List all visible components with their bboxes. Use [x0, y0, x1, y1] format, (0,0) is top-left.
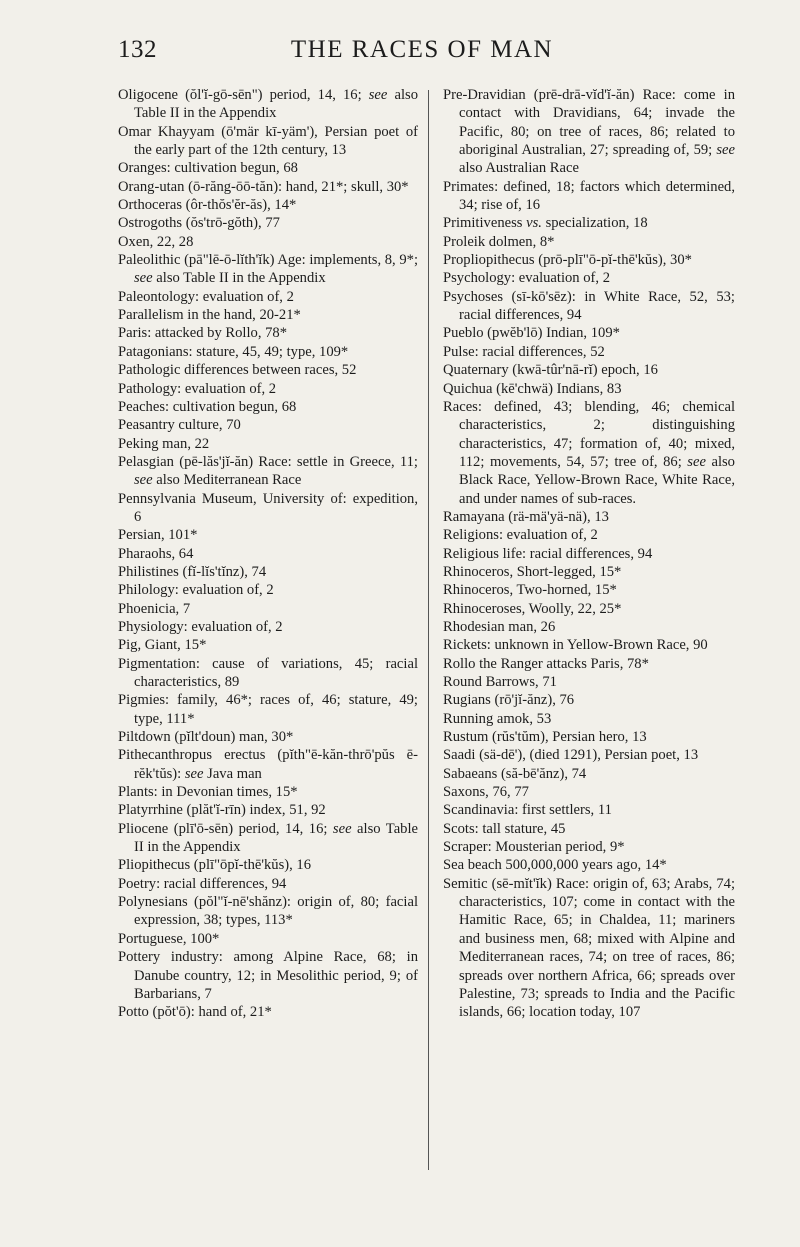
- index-entry-text: Pelasgian (pē-lăs'jĭ-ăn) Race: settle in Greece, 11;: [118, 453, 418, 470]
- index-entry: [118, 361, 418, 379]
- index-entry-text: Peaches: cultivation begun, 68: [118, 398, 297, 415]
- index-entry: [118, 655, 418, 692]
- index-entry: [443, 875, 735, 1022]
- index-entry-text: Rugians (rō'jĭ-ănz), 76: [443, 692, 575, 709]
- index-entry: [118, 563, 418, 581]
- index-entry: [118, 545, 418, 563]
- index-column-right: [443, 86, 735, 1022]
- index-entry-text: Philistines (fĭ-lĭs'tĭnz), 74: [118, 563, 267, 580]
- index-entry-italic: see: [368, 87, 388, 103]
- index-entry: [443, 361, 735, 379]
- index-entry-text: Portuguese, 100*: [118, 930, 220, 947]
- index-entry-text: Pennsylvania Museum, University of: expedition, 6: [118, 490, 418, 525]
- index-entry-text: Saxons, 76, 77: [443, 784, 529, 801]
- index-entry: [443, 343, 735, 361]
- index-entry-text: Races: defined, 43; blending, 46; chemical characteristics, 2; distinguishing characteristics, 47; formation of, 40; mixed, 112; movements, 54, 57; tree of, 86;: [443, 398, 735, 470]
- index-entry: [443, 508, 735, 526]
- index-entry-text: Pliopithecus (plī"ōpĭ-thē'kŭs), 16: [118, 857, 312, 874]
- index-entry: [118, 930, 418, 948]
- index-entry-text: Peking man, 22: [118, 435, 210, 452]
- index-entry: [118, 123, 418, 160]
- index-entry: [118, 380, 418, 398]
- index-entry: [118, 435, 418, 453]
- index-entry: [118, 783, 418, 801]
- index-entry-text: Paris: attacked by Rollo, 78*: [118, 325, 288, 342]
- index-entry: [118, 196, 418, 214]
- index-entry-text: Pathologic differences between races, 52: [118, 362, 357, 379]
- index-entry: [443, 581, 735, 599]
- index-entry: [443, 288, 735, 325]
- index-entry-text: Poetry: racial differences, 94: [118, 875, 287, 892]
- index-entry: [118, 251, 418, 288]
- index-entry: [118, 343, 418, 361]
- index-entry: [118, 636, 418, 654]
- index-entry: [118, 453, 418, 490]
- index-entry-text: specialization, 18: [541, 215, 648, 232]
- index-entry-text: Oxen, 22, 28: [118, 233, 194, 250]
- index-entry-text: Scandinavia: first settlers, 11: [443, 802, 612, 819]
- index-entry-text: Philology: evaluation of, 2: [118, 582, 274, 599]
- index-entry-text: Rickets: unknown in Yellow-Brown Race, 90: [443, 637, 708, 654]
- index-entry-text: Sea beach 500,000,000 years ago, 14*: [443, 857, 667, 874]
- index-entry-text: Pottery industry: among Alpine Race, 68; in Danube country, 12; in Mesolithic period, 9; of Barbarians, 7: [118, 949, 418, 1002]
- index-entry: [443, 251, 735, 269]
- index-entry-text: Saadi (sä-dē'), (died 1291), Persian poet, 13: [443, 747, 699, 764]
- index-column-left: [118, 86, 418, 1022]
- index-entry: [118, 159, 418, 177]
- index-entry-text: Paleolithic (pā"lē-ō-lĭth'ĭk) Age: implements, 8, 9*;: [118, 252, 418, 269]
- index-entry-text: Pliocene (plī'ō-sēn) period, 14, 16;: [118, 820, 333, 837]
- index-entry-text: Proleik dolmen, 8*: [443, 233, 555, 250]
- index-entry-text: Psychology: evaluation of, 2: [443, 270, 610, 287]
- index-entry: [443, 398, 735, 508]
- index-entry: [443, 856, 735, 874]
- index-entry: [443, 178, 735, 215]
- index-entry-text: also Mediterranean Race: [152, 472, 302, 489]
- index-entry: [118, 398, 418, 416]
- index-entry-text: also Table II in the Appendix: [134, 87, 418, 122]
- index-entry-text: Rustum (rŭs'tŭm), Persian hero, 13: [443, 729, 647, 746]
- index-entry-italic: see: [716, 142, 735, 159]
- index-entry-italic: see: [134, 270, 153, 287]
- index-entry-italic: see: [184, 765, 204, 782]
- index-entry: [443, 618, 735, 636]
- index-entry: [118, 600, 418, 618]
- index-entry-text: Physiology: evaluation of, 2: [118, 618, 283, 635]
- index-entry: [443, 655, 735, 673]
- index-entry-text: Paleontology: evaluation of, 2: [118, 288, 294, 305]
- index-entry: [443, 636, 735, 654]
- page-number: 132: [118, 36, 157, 63]
- index-entry-text: Rollo the Ranger attacks Paris, 78*: [443, 655, 649, 672]
- index-entry-text: Scraper: Mousterian period, 9*: [443, 839, 625, 856]
- index-entry-text: Phoenicia, 7: [118, 600, 191, 617]
- index-entry-text: Rhodesian man, 26: [443, 618, 556, 635]
- index-entry: [443, 563, 735, 581]
- index-entry-text: Polynesians (pŏl"ĭ-nē'shănz): origin of, 80; facial expression, 38; types, 113*: [118, 894, 418, 929]
- index-entry-text: also Black Race, Yellow-Brown Race, White Race, and under names of sub-races.: [459, 453, 735, 507]
- index-entry-text: Pithecanthropus erectus (pĭth"ē-kăn-thrō'pŭs ē-rĕk'tŭs):: [118, 747, 418, 782]
- index-entry-text: Pig, Giant, 15*: [118, 637, 207, 654]
- index-entry: [118, 233, 418, 251]
- index-entry-text: Psychoses (sī-kō'sēz): in White Race, 52, 53; racial differences, 94: [443, 288, 735, 324]
- index-entry: [118, 746, 418, 783]
- index-entry: [443, 380, 735, 398]
- index-entry-text: Persian, 101*: [118, 527, 198, 544]
- index-entry-text: Primates: defined, 18; factors which determined, 34; rise of, 16: [443, 178, 735, 214]
- index-entry: [443, 801, 735, 819]
- index-entry-text: Running amok, 53: [443, 710, 552, 727]
- index-entry-text: Potto (pŏt'ō): hand of, 21*: [118, 1004, 272, 1021]
- index-entry-text: Round Barrows, 71: [443, 674, 557, 690]
- index-entry: [118, 875, 418, 893]
- index-entry: [118, 306, 418, 324]
- index-entry: [118, 490, 418, 527]
- index-entry: [443, 324, 735, 342]
- index-entry-italic: vs.: [526, 215, 542, 232]
- index-entry: [443, 600, 735, 618]
- column-divider: [428, 90, 429, 1170]
- index-entry-text: Rhinoceros, Two-horned, 15*: [443, 582, 617, 599]
- index-entry-text: Oligocene (ŏl'ĭ-gō-sēn") period, 14, 16;: [118, 87, 369, 103]
- index-entry-text: Peasantry culture, 70: [118, 417, 241, 434]
- index-entry-text: Plants: in Devonian times, 15*: [118, 784, 298, 801]
- index-entry-text: Parallelism in the hand, 20-21*: [118, 307, 301, 324]
- index-entry-text: Piltdown (pĭlt'doun) man, 30*: [118, 729, 294, 746]
- index-entry-text: Pigmies: family, 46*; races of, 46; stature, 49; type, 111*: [118, 692, 418, 727]
- index-entry-text: Omar Khayyam (ō'mär kī-yäm'), Persian poet of the early part of the 12th century, 13: [118, 123, 418, 159]
- index-entry-italic: see: [134, 472, 153, 489]
- index-entry-text: Oranges: cultivation begun, 68: [118, 160, 298, 177]
- index-entry-text: Sabaeans (să-bē'ănz), 74: [443, 765, 587, 782]
- index-entry-text: Scots: tall stature, 45: [443, 820, 566, 837]
- index-entry: [443, 86, 735, 178]
- index-entry: [118, 801, 418, 819]
- index-entry-text: Rhinoceroses, Woolly, 22, 25*: [443, 600, 622, 617]
- index-entry: [118, 526, 418, 544]
- index-entry-text: Primitiveness: [443, 215, 527, 232]
- index-entry-italic: see: [332, 820, 352, 837]
- index-entry: [118, 856, 418, 874]
- index-entry: [118, 324, 418, 342]
- index-entry-text: Quichua (kē'chwä) Indians, 83: [443, 380, 622, 397]
- index-entry: [118, 691, 418, 728]
- index-entry: [443, 746, 735, 764]
- index-entry-text: Orang-utan (ō-răng-ōō-tăn): hand, 21*; skull, 30*: [118, 178, 409, 195]
- index-entry: [443, 269, 735, 287]
- index-entry: [443, 820, 735, 838]
- index-entry: [443, 765, 735, 783]
- index-entry: [118, 893, 418, 930]
- index-entry-text: Religions: evaluation of, 2: [443, 527, 598, 544]
- index-entry: [118, 288, 418, 306]
- index-entry-text: Ostrogoths (ŏs'trō-gŏth), 77: [118, 215, 280, 232]
- index-entry: [443, 214, 735, 232]
- index-entry-text: Pathology: evaluation of, 2: [118, 380, 277, 397]
- index-entry: [443, 728, 735, 746]
- index-entry: [118, 214, 418, 232]
- running-title: THE RACES OF MAN: [290, 36, 554, 63]
- index-entry-text: Pharaohs, 64: [118, 545, 194, 562]
- index-entry: [118, 416, 418, 434]
- index-entry-text: Pigmentation: cause of variations, 45; racial characteristics, 89: [118, 655, 418, 690]
- index-entry: [118, 581, 418, 599]
- index-entry: [118, 178, 418, 196]
- index-entry-text: Pulse: racial differences, 52: [443, 343, 605, 360]
- index-entry-text: Platyrrhine (plăt'ĭ-rīn) index, 51, 92: [118, 802, 326, 819]
- index-entry: [118, 618, 418, 636]
- index-entry: [443, 691, 735, 709]
- index-entry-text: Patagonians: stature, 45, 49; type, 109*: [118, 343, 349, 360]
- index-entry: [443, 233, 735, 251]
- index-entry: [443, 783, 735, 801]
- index-entry-text: Religious life: racial differences, 94: [443, 545, 653, 562]
- index-entry: [443, 838, 735, 856]
- index-entry-text: Ramayana (rä-mä'yä-nä), 13: [443, 508, 609, 525]
- index-entry-text: Pueblo (pwĕb'lō) Indian, 109*: [443, 325, 620, 342]
- index-entry: [443, 526, 735, 544]
- index-entry-italic: see: [687, 453, 706, 470]
- index-entry-text: also Australian Race: [459, 160, 579, 177]
- index-entry: [118, 728, 418, 746]
- index-entry-text: Pre-Dravidian (prē-drā-vĭd'ĭ-ăn) Race: come in contact with Dravidians, 64; invade the Pacific, 80; on tree of races, 86; related to aboriginal Australian, 27; spreading of, 59;: [443, 87, 735, 159]
- index-entry-text: also Table II in the Appendix: [134, 820, 418, 856]
- index-entry-text: Propliopithecus (prō-plī"ō-pĭ-thē'kŭs), 30*: [443, 252, 692, 269]
- index-entry-text: Rhinoceros, Short-legged, 15*: [443, 563, 622, 580]
- index-entry-text: Orthoceras (ôr-thŏs'ĕr-ăs), 14*: [118, 197, 297, 214]
- index-entry: [443, 673, 735, 691]
- index-entry-text: Semitic (sē-mĭt'ĭk) Race: origin of, 63; Arabs, 74; characteristics, 107; come in contact with the Hamitic Race, 65; in Chaldea, 11; mariners and business men, 68; mixed with Alpine and Mediterranean races, 74; on tree of races, 86; spreads over northern Africa, 66; spreads over Palestine, 73; spreads to India and the Pacific islands, 66; location today, 107: [443, 875, 735, 1021]
- index-entry: [118, 86, 418, 123]
- index-entry: [118, 820, 418, 857]
- index-entry: [118, 1003, 418, 1021]
- index-entry: [118, 948, 418, 1003]
- index-entry-text: Java man: [203, 765, 262, 782]
- index-entry-text: Quaternary (kwā-tûr'nā-rĭ) epoch, 16: [443, 362, 658, 379]
- index-entry: [443, 710, 735, 728]
- index-entry: [443, 545, 735, 563]
- index-entry-text: also Table II in the Appendix: [152, 270, 326, 287]
